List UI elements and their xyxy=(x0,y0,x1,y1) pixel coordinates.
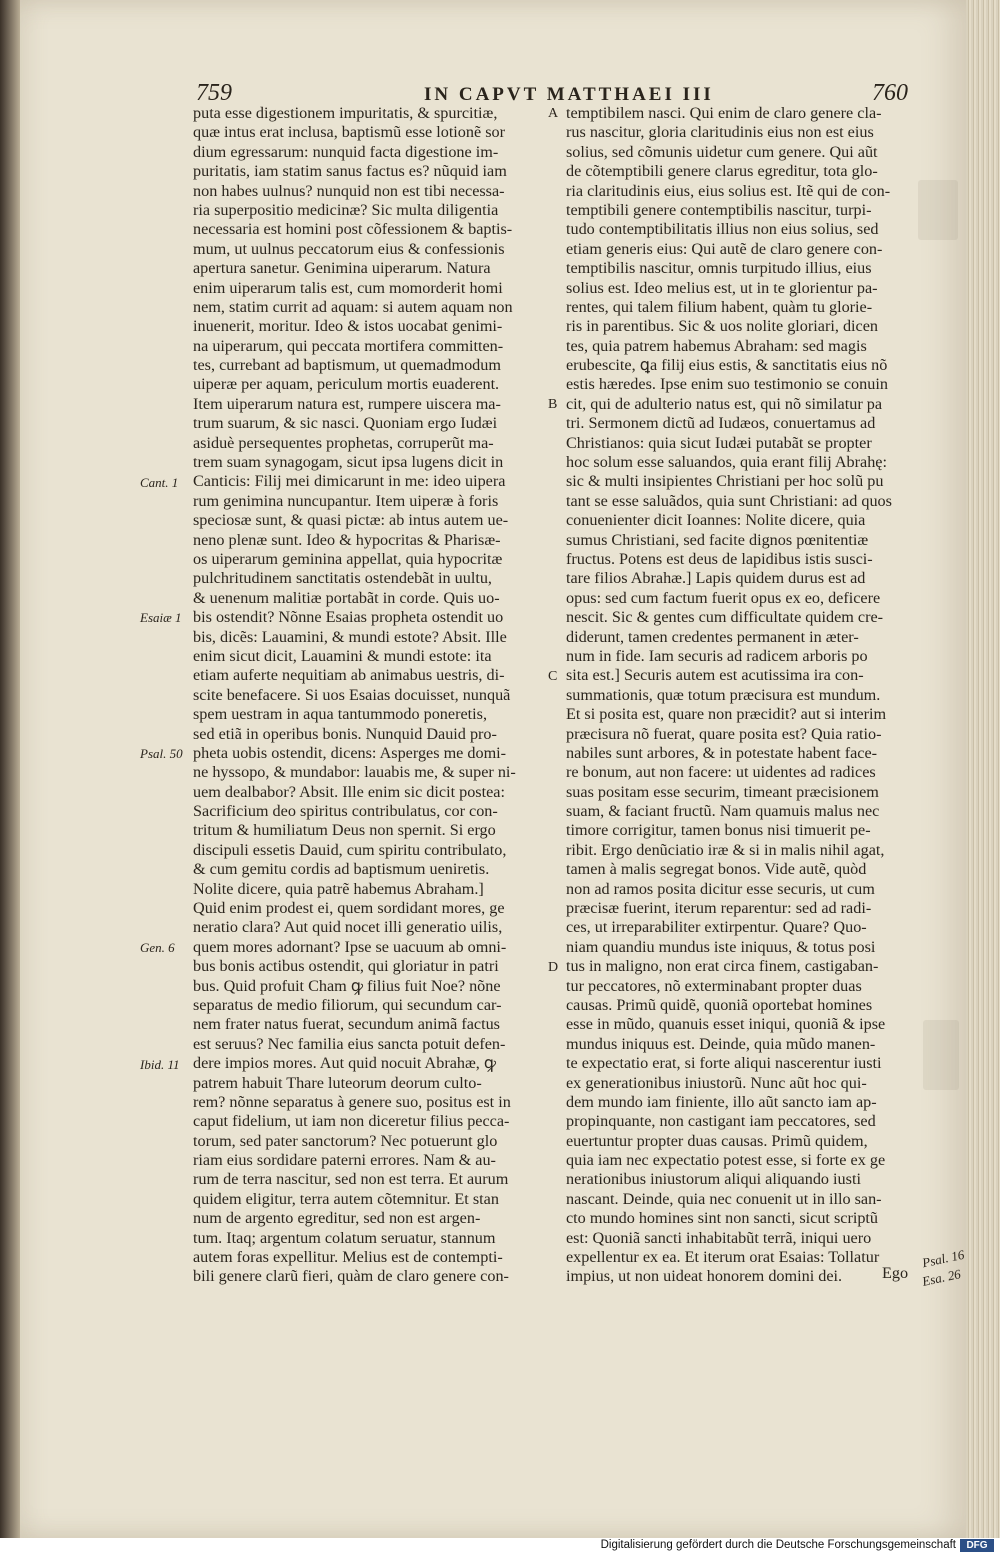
text-line: uem dealbabor? Absit. Ille enim sic dicit postea: xyxy=(193,782,505,801)
text-line: præcisura nõ fuerat, quare posita est? Quia ratio- xyxy=(566,724,882,743)
text-line: bis ostendit? Nõnne Esaias propheta ostendit uo xyxy=(193,608,504,627)
text-line: na uiperarum, qui peccata mortifera committen- xyxy=(193,336,504,355)
text-line: tes, quia patrem habemus Abraham: sed magis xyxy=(566,336,867,355)
text-line: Nolite dicere, quia patrẽ habemus Abraham.] xyxy=(193,879,484,898)
text-line: summationis, quæ totum præcisura est mundum. xyxy=(566,685,881,704)
text-line: ces, ut irreparabiliter extirpentur. Quare? Quo- xyxy=(566,918,867,937)
margin-reference: Psal. 50 xyxy=(140,746,183,762)
text-line: opus: sed cum factum fuerit opus ex eo, deficere xyxy=(566,588,881,607)
text-line: de cõtemptibili genere clarus egreditur, tota glo- xyxy=(566,162,878,181)
show-through-stain xyxy=(918,180,958,240)
margin-reference: Gen. 6 xyxy=(140,940,175,956)
text-line: nerationibus iniustorum aliqui aliquando iusti xyxy=(566,1170,861,1189)
text-line: fructus. Potens est deus de lapidibus istis susci- xyxy=(566,549,873,568)
text-line: tri. Sermonem dictũ ad Iudæos, conuertamus ad xyxy=(566,414,876,433)
text-line: quem mores adornant? Ipse se uacuum ab omni- xyxy=(193,937,507,956)
text-line: puritatis, iam statim sanus factus es? nũquid iam xyxy=(193,162,507,181)
text-line: bus. Quid profuit Cham ꝙ filius fuit Noe? nõne xyxy=(193,976,501,995)
running-title: IN CAPVT MATTHAEI III xyxy=(424,84,714,105)
text-line: Et si posita est, quare non præcidit? aut si interim xyxy=(566,705,887,724)
margin-reference: Esaiæ 1 xyxy=(140,610,182,626)
text-line: cit, qui de adulterio natus est, qui nõ similatur pa xyxy=(566,394,883,413)
text-line: rum de terra nascitur, sed non est terra. Et aurum xyxy=(193,1170,509,1189)
text-line: suam, & faciant fructũ. Nam quamuis malus nec xyxy=(566,802,880,821)
text-line: rum genimina nuncupantur. Item uiperæ à foris xyxy=(193,491,499,510)
digitization-footer xyxy=(0,1538,1000,1554)
text-line: Christianos: quia sicut Iudæi putabãt se propter xyxy=(566,433,872,452)
text-line: pheta uobis ostendit, dicens: Asperges me domi- xyxy=(193,743,507,762)
text-line: mundus iniquus est. Deinde, quia mũdo manen- xyxy=(566,1034,876,1053)
text-line: neno plenæ sunt. Ideo & hypocritas & Pharisæ- xyxy=(193,530,501,549)
text-line: Canticis: Filij mei dimicarunt in me: ideo uipera xyxy=(193,472,506,491)
text-line: trem suam synagogam, sicut ipsa lugens dicit in xyxy=(193,453,504,472)
text-line: spem uestram in aqua tantummodo poneretis, xyxy=(193,705,488,724)
text-line: tus in maligno, non erat circa finem, castigaban- xyxy=(566,957,879,976)
binding-gutter xyxy=(0,0,20,1538)
text-line: & uenenum malitiæ portabãt in corde. Quis uo- xyxy=(193,588,500,607)
text-line: re bonum, aut non facere: ut uidentes ad radices xyxy=(566,763,876,782)
text-line: riam eius sordidare paterni errores. Nam & au- xyxy=(193,1151,496,1170)
text-line: præcisæ fuerint, iterum reparentur: sed ad radi- xyxy=(566,899,872,918)
text-line: sita est.] Securis autem est acutissima ira con- xyxy=(566,666,864,685)
text-line: etiam generis eius: Qui autẽ de claro genere con- xyxy=(566,239,883,258)
text-line: rus nascitur, gloria claritudinis eius non est eius xyxy=(566,123,874,142)
text-line: tes, currebant ad baptismum, ut quemadmodum xyxy=(193,356,501,375)
text-line: niam quandiu mundus iste iniquus, & totus posi xyxy=(566,937,876,956)
text-line: apertura sanetur. Genimina uiperarum. Natura xyxy=(193,259,491,278)
text-line: scite benefacere. Si uos Esaias docuisset, nunquã xyxy=(193,685,511,704)
text-line: dem mundo iam finiente, illo aũt sancto iam ap- xyxy=(566,1092,877,1111)
section-letter: B xyxy=(548,397,558,412)
text-line: temptibilis nascitur, omnis turpitudo illius, eius xyxy=(566,259,872,278)
margin-reference: Psal. 16 xyxy=(920,1246,966,1270)
text-line: non ad ramos posita dicitur esse securis, ut cum xyxy=(566,879,875,898)
text-line: conuenienter dicit Ioannes: Nolite dicere, quia xyxy=(566,511,866,530)
folio-number-right: 760 xyxy=(872,80,908,106)
text-line: uiperæ per aquam, periculum mortis euaderent. xyxy=(193,375,500,394)
text-line: num in fide. Iam securis ad radicem arboris po xyxy=(566,646,868,665)
text-line: num de argento egreditur, sed non est argen- xyxy=(193,1209,481,1228)
text-line: trum suarum, & sic nasci. Quoniam ergo Iudæi xyxy=(193,414,498,433)
text-line: etiam auferte nequitiam ab animabus uestris, di- xyxy=(193,666,505,685)
text-line: tum. Itaq; argentum colatum seruatur, stannum xyxy=(193,1228,496,1247)
text-line: temptibili genere contemptibilis nascitur, turpi- xyxy=(566,200,872,219)
section-letter: D xyxy=(548,959,559,975)
text-line: tare filios Abrahæ.] Lapis quidem durus est ad xyxy=(566,569,866,588)
text-line: autem foras expellitur. Melius est de contempti- xyxy=(193,1248,503,1267)
margin-reference: Cant. 1 xyxy=(140,474,179,490)
text-line: nascant. Deinde, quia nec conuenit ut in illo san- xyxy=(566,1189,882,1208)
text-line: enim sicut dicit, Lauamini & mundi estote: ita xyxy=(193,646,492,665)
text-line: est: Quoniã sancti inhabitabũt terrã, iniqui uero xyxy=(566,1228,872,1247)
text-line: inuenerit, moritur. Ideo & istos uocabat genimi- xyxy=(193,317,503,336)
text-line: esse in mũdo, quanuis esset iniqui, quoniã & ipse xyxy=(566,1015,886,1034)
text-line: bili genere clarũ fieri, quàm de claro genere con- xyxy=(193,1267,509,1286)
section-letter: A xyxy=(548,106,559,121)
text-line: rentes, qui talem filium habent, quàm tu glorie- xyxy=(566,297,873,316)
text-line: torum, sed pater sanctorum? Nec potuerunt glo xyxy=(193,1131,498,1150)
text-line: quia iam nec expectatio potest esse, si forte ex ge xyxy=(566,1151,886,1170)
margin-reference: Esa. 26 xyxy=(920,1266,963,1289)
text-line: solius, sed cõmunis uidetur cum genere. Qui aũt xyxy=(566,142,878,161)
text-line: est seruus? Nec familia eius sancta potuit defen- xyxy=(193,1034,506,1053)
text-line: ex generationibus iniustorũ. Nunc aũt hoc qui- xyxy=(566,1073,867,1092)
margin-reference: Ibid. 11 xyxy=(140,1056,180,1072)
text-line: bis, dicẽs: Lauamini, & mundi estote? Absit. Ille xyxy=(193,627,507,646)
text-line: Item uiperarum natura est, rumpere uiscera ma- xyxy=(193,394,501,413)
text-line: dere impios mores. Aut quid nocuit Abrahæ, ꝙ xyxy=(193,1054,497,1073)
text-line: cto mundo homines sint non sancti, sicut scriptũ xyxy=(566,1209,879,1228)
text-line: ribit. Ergo denũciatio iræ & si in malis nihil agat, xyxy=(566,840,885,859)
text-line: puta esse digestionem impuritatis, & spurcitiæ, xyxy=(193,104,498,122)
text-line: nem frater natus fuerat, secundum animã factus xyxy=(193,1015,500,1034)
text-line: euertuntur propter duas causas. Primũ quidem, xyxy=(566,1131,868,1150)
text-line: mum, ut uulnus peccatorum eius & confessionis xyxy=(193,239,505,258)
text-line: non habes uulnus? nunquid non est tibi necessa- xyxy=(193,181,505,200)
text-line: sed etiã in operibus bonis. Nunquid Dauid pro- xyxy=(193,724,497,743)
text-line: neratio clara? Aut quid nocet illi generatio uilis, xyxy=(193,918,503,937)
text-line: causas. Primũ quidẽ, quoniã oportebat homines xyxy=(566,995,873,1014)
text-line: asiduè persequentes prophetas, corruperũt ma- xyxy=(193,433,494,452)
dfg-logo-icon: DFG xyxy=(960,1539,994,1552)
text-line: dium egressarum: nunquid facta digestione im- xyxy=(193,142,499,161)
text-line: hoc solum esse saluandos, quia erant filij Abrahę: xyxy=(566,453,887,472)
text-line: tudo contemptibilitatis illius non eius solius, sed xyxy=(566,220,879,239)
catchword: Ego xyxy=(882,1264,909,1282)
text-line: tur peccatores, nõ exterminabant propter duas xyxy=(566,976,862,995)
text-line: caput fidelium, ut iam non diceretur filius pecca- xyxy=(193,1112,510,1131)
text-line: Quid enim prodest ei, quem sordidant mores, ge xyxy=(193,899,505,918)
text-line: erubescite, ꝗa filij eius estis, & sanctitatis eius nõ xyxy=(566,356,888,375)
text-line: ne hyssopo, & mundabor: lauabis me, & super ni- xyxy=(193,763,516,782)
text-line: necessaria est homini post cõfessionem & baptis- xyxy=(193,220,513,239)
text-line: separatus de medio filiorum, qui secundum car- xyxy=(193,995,502,1014)
text-line: impius, ut non uideat honorem domini dei. xyxy=(566,1267,843,1286)
text-line: estis hæredes. Ipse enim suo testimonio se conuin xyxy=(566,375,888,394)
text-line: tamen à malis segregat bonos. Vide autẽ, quòd xyxy=(566,860,867,879)
text-line: suas positam esse securim, timeant præcisionem xyxy=(566,782,879,801)
text-line: diderunt, tamen credentes permanent in æter- xyxy=(566,627,859,646)
show-through-stain xyxy=(923,1020,959,1090)
funding-notice: Digitalisierung gefördert durch die Deutsche Forschungsgemeinschaft xyxy=(600,1539,956,1551)
text-line: temptibilem nasci. Qui enim de claro genere cla- xyxy=(566,104,882,122)
text-line: nabiles sunt arbores, & in potestate habent face- xyxy=(566,743,878,762)
text-line: pulchritudinem sanctitatis ostendebãt in uultu, xyxy=(193,569,492,588)
text-line: bus bonis actibus ostendit, qui gloriatur in patri xyxy=(193,957,499,976)
page-edges xyxy=(966,0,1000,1538)
text-column-left xyxy=(193,104,546,1287)
folio-number-left: 759 xyxy=(196,80,232,106)
text-line: sic & multi insipientes Christiani per hoc solũ pu xyxy=(566,472,884,491)
text-line: speciosæ sunt, & quasi pictæ: ab intus autem ue- xyxy=(193,511,509,530)
text-line: timore corrigitur, tamen bonus nisi timuerit pe- xyxy=(566,821,871,840)
text-line: ria claritudinis eius, eius solius est. Itẽ qui de con- xyxy=(566,181,891,200)
text-line: expellentur ex ea. Et iterum orat Esaias: Tollatur xyxy=(566,1248,880,1267)
text-line: propinquante, non castigant iam peccatores, sed xyxy=(566,1112,876,1131)
text-line: discipuli essetis Dauid, cum spiritu contribulato, xyxy=(193,840,507,859)
text-column-right xyxy=(566,104,922,1287)
text-line: patrem habuit Thare luteorum deorum culto- xyxy=(193,1073,482,1092)
section-letter: C xyxy=(548,668,558,684)
text-line: & cum gemitu cordis ad baptismum ueniretis. xyxy=(193,860,490,879)
text-line: ris in parentibus. Sic & uos nolite gloriari, dicen xyxy=(566,317,879,336)
text-line: os uiperarum geminina appellat, quia hypocritæ xyxy=(193,549,503,568)
text-line: tant se esse saluãdos, quia sunt Christiani: ad quos xyxy=(566,491,892,510)
text-line: quidem eligitur, terra autem cõtemnitur. Et stan xyxy=(193,1189,499,1208)
text-line: sumus Christiani, sed facite dignos pœnitentiæ xyxy=(566,530,869,549)
text-line: tritum & humiliatum Deus non spernit. Si ergo xyxy=(193,821,496,840)
text-line: nescit. Sic & gentes cum difficultate quidem cre- xyxy=(566,608,884,627)
text-line: enim uiperarum talis est, cum momorderit homi xyxy=(193,278,503,297)
text-line: ria superpositio medicinæ? Sic multa diligentia xyxy=(193,200,499,219)
text-line: quæ intus erat inclusa, baptismũ esse lotionẽ sor xyxy=(193,123,506,142)
text-line: Sacrificium deo spiritus contribulatus, cor con- xyxy=(193,802,498,821)
text-line: te expectatio erat, si forte aliqui nascerentur iusti xyxy=(566,1054,882,1073)
text-line: rem? nõnne separatus à genere suo, positus est in xyxy=(193,1092,511,1111)
text-line: nem, statim currit ad aquam: si autem aquam non xyxy=(193,297,513,316)
text-line: solius est. Ideo melius est, ut in te glorientur pa- xyxy=(566,278,878,297)
